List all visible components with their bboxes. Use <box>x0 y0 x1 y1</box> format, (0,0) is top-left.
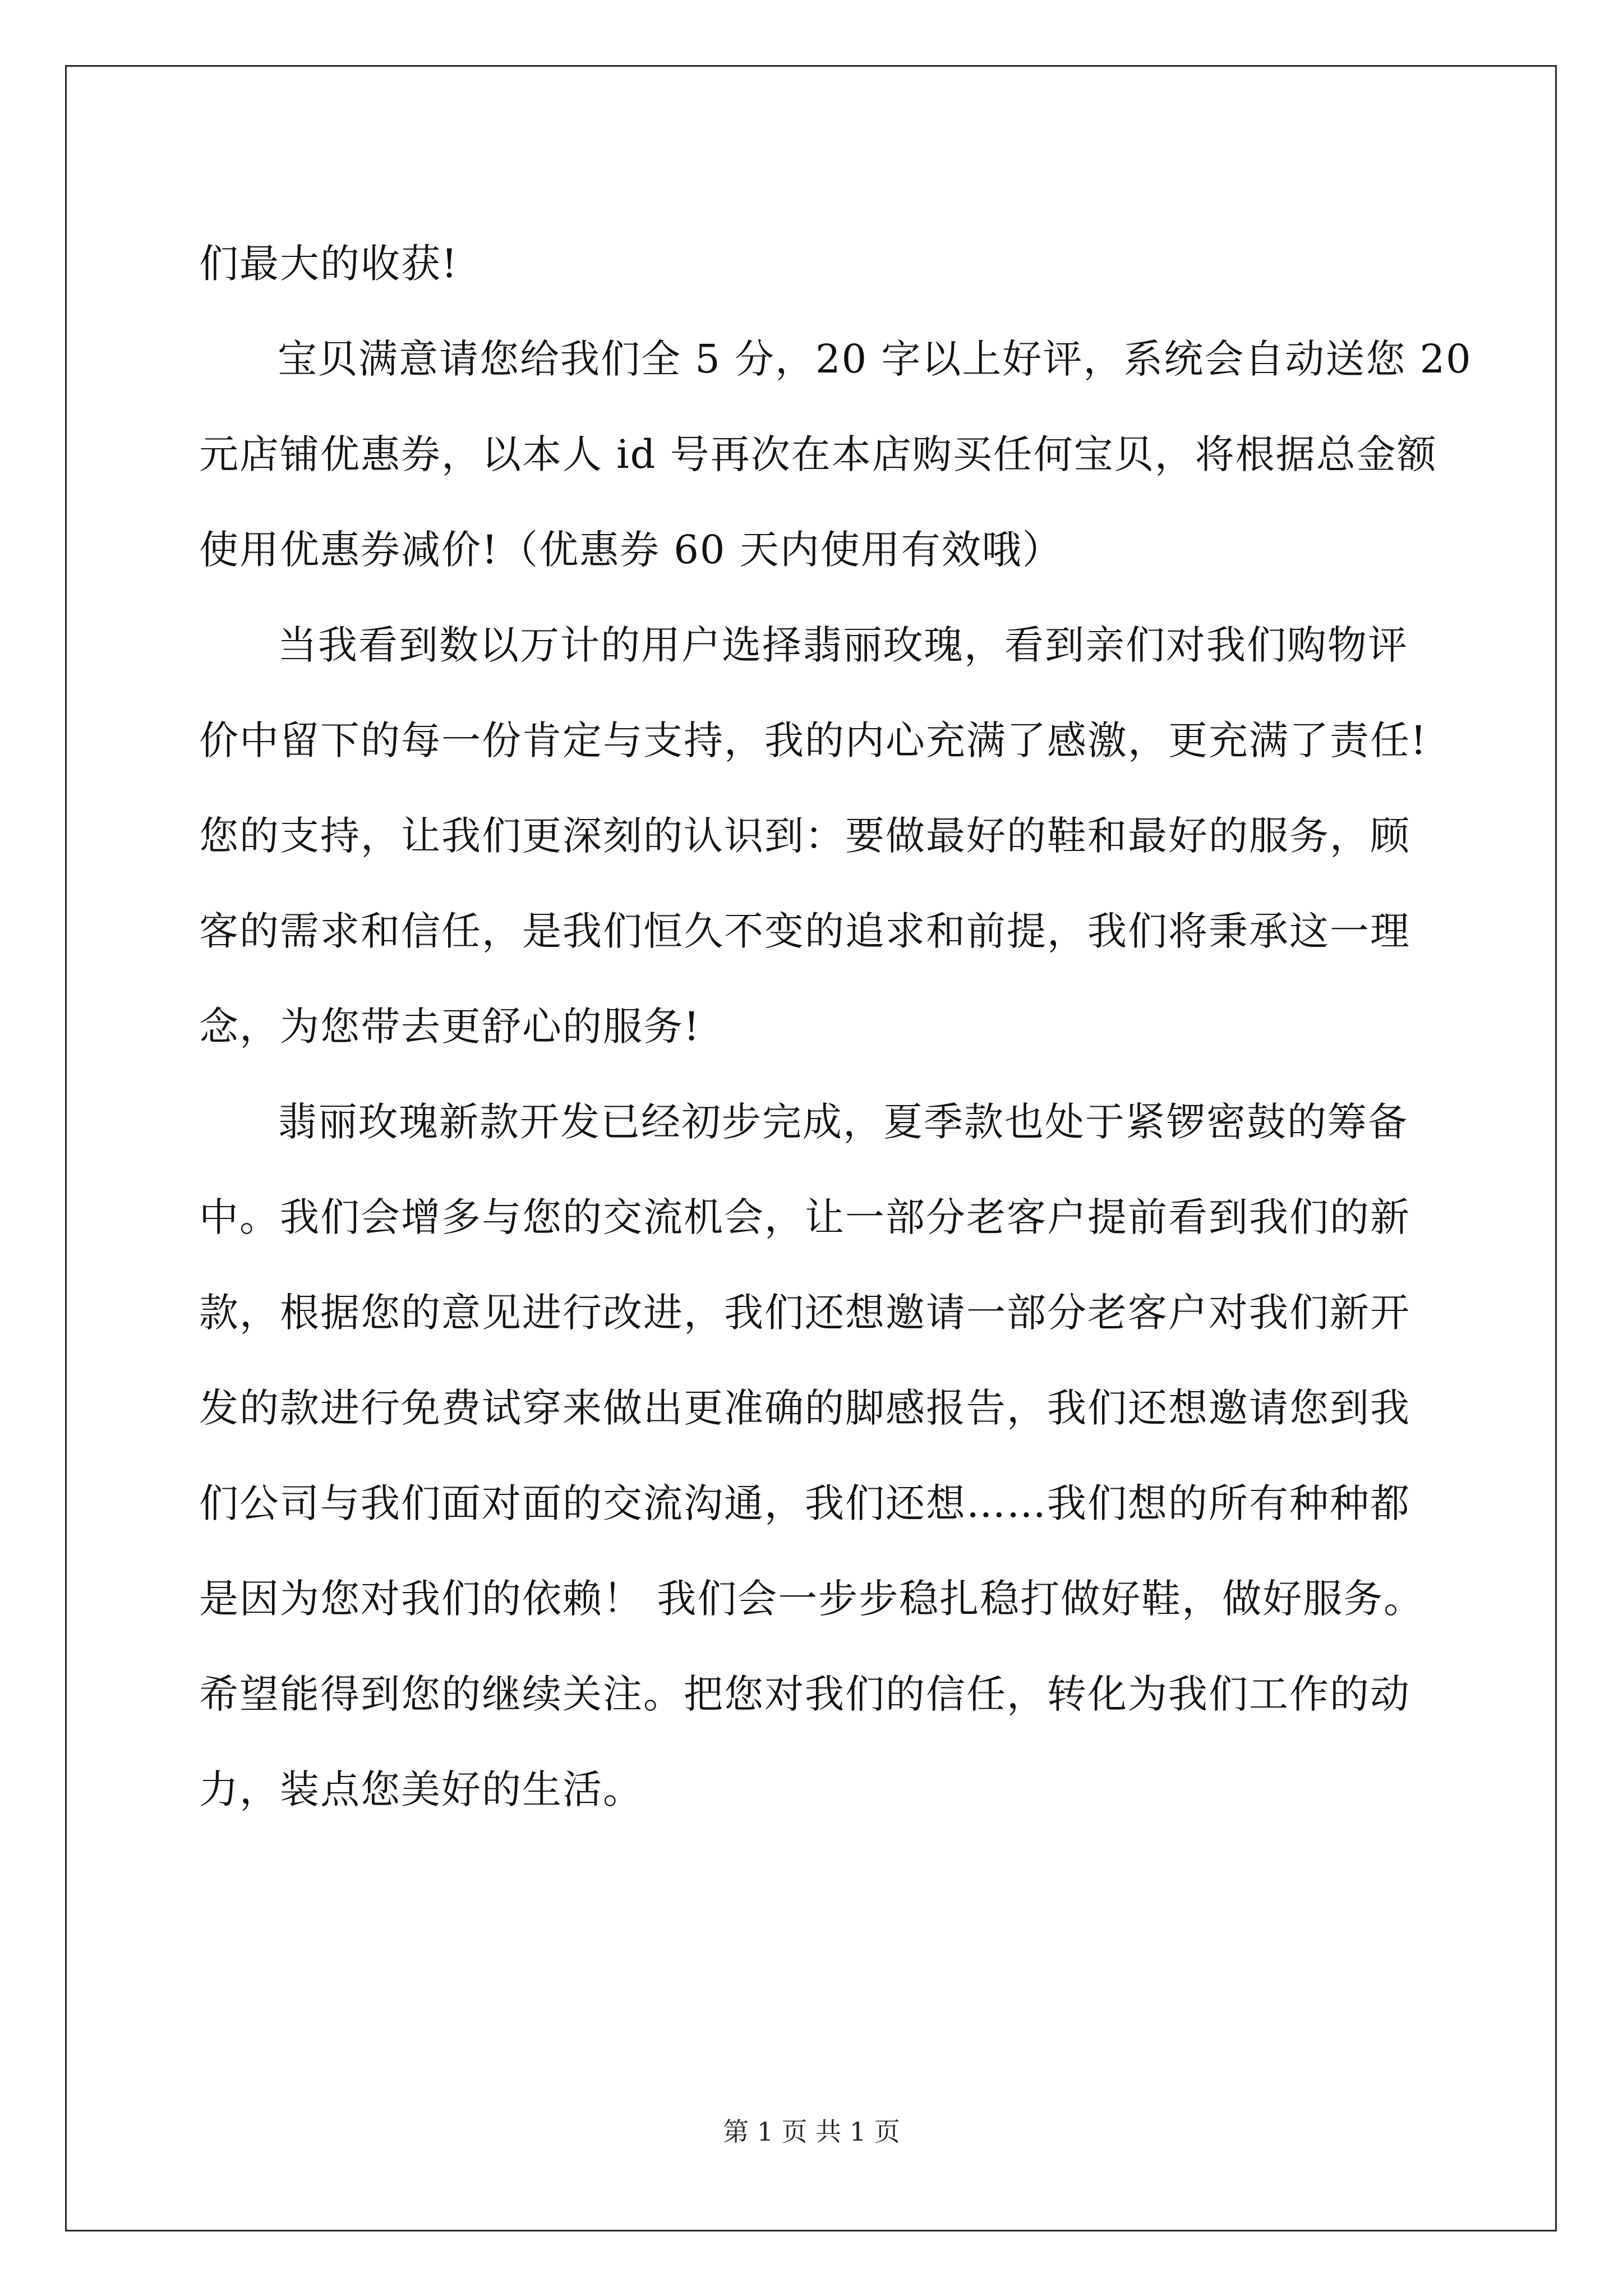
text-line-11: 中。我们会增多与您的交流机会，让一部分老客户提前看到我们的新 <box>199 1194 1410 1240</box>
text-line-5: 当我看到数以万计的用户选择翡丽玫瑰，看到亲们对我们购物评 <box>278 622 1408 668</box>
text-line-16: 希望能得到您的继续关注。把您对我们的信任，转化为我们工作的动 <box>199 1671 1410 1717</box>
page-footer: 第 1 页 共 1 页 <box>723 2116 900 2147</box>
text-line-8: 客的需求和信任，是我们恒久不变的追求和前提，我们将秉承这一理 <box>199 908 1410 954</box>
text-line-15: 是因为您对我们的依赖！ 我们会一步步稳扎稳打做好鞋，做好服务。 <box>199 1576 1424 1622</box>
text-line-6: 价中留下的每一份肯定与支持，我的内心充满了感激，更充满了责任! <box>199 717 1428 763</box>
text-line-7: 您的支持，让我们更深刻的认识到：要做最好的鞋和最好的服务，顾 <box>199 813 1410 859</box>
text-line-9: 念，为您带去更舒心的服务! <box>199 1004 701 1050</box>
text-line-13: 发的款进行免费试穿来做出更准确的脚感报告，我们还想邀请您到我 <box>199 1385 1410 1431</box>
text-line-3: 元店铺优惠券，以本人 id 号再次在本店购买任何宝贝，将根据总金额 <box>199 431 1437 477</box>
text-line-10: 翡丽玫瑰新款开发已经初步完成，夏季款也处于紧锣密鼓的筹备 <box>278 1099 1408 1145</box>
text-line-1: 们最大的收获! <box>199 241 459 287</box>
text-line-4: 使用优惠券减价!（优惠券 60 天内使用有效哦） <box>199 527 1063 573</box>
text-line-17: 力，装点您美好的生活。 <box>199 1766 643 1812</box>
text-line-12: 款，根据您的意见进行改进，我们还想邀请一部分老客户对我们新开 <box>199 1290 1410 1336</box>
text-line-2: 宝贝满意请您给我们全 5 分，20 字以上好评，系统会自动送您 20 <box>278 336 1472 382</box>
document-body <box>199 216 1472 1837</box>
text-line-14: 们公司与我们面对面的交流沟通，我们还想……我们想的所有种种都 <box>199 1480 1410 1526</box>
